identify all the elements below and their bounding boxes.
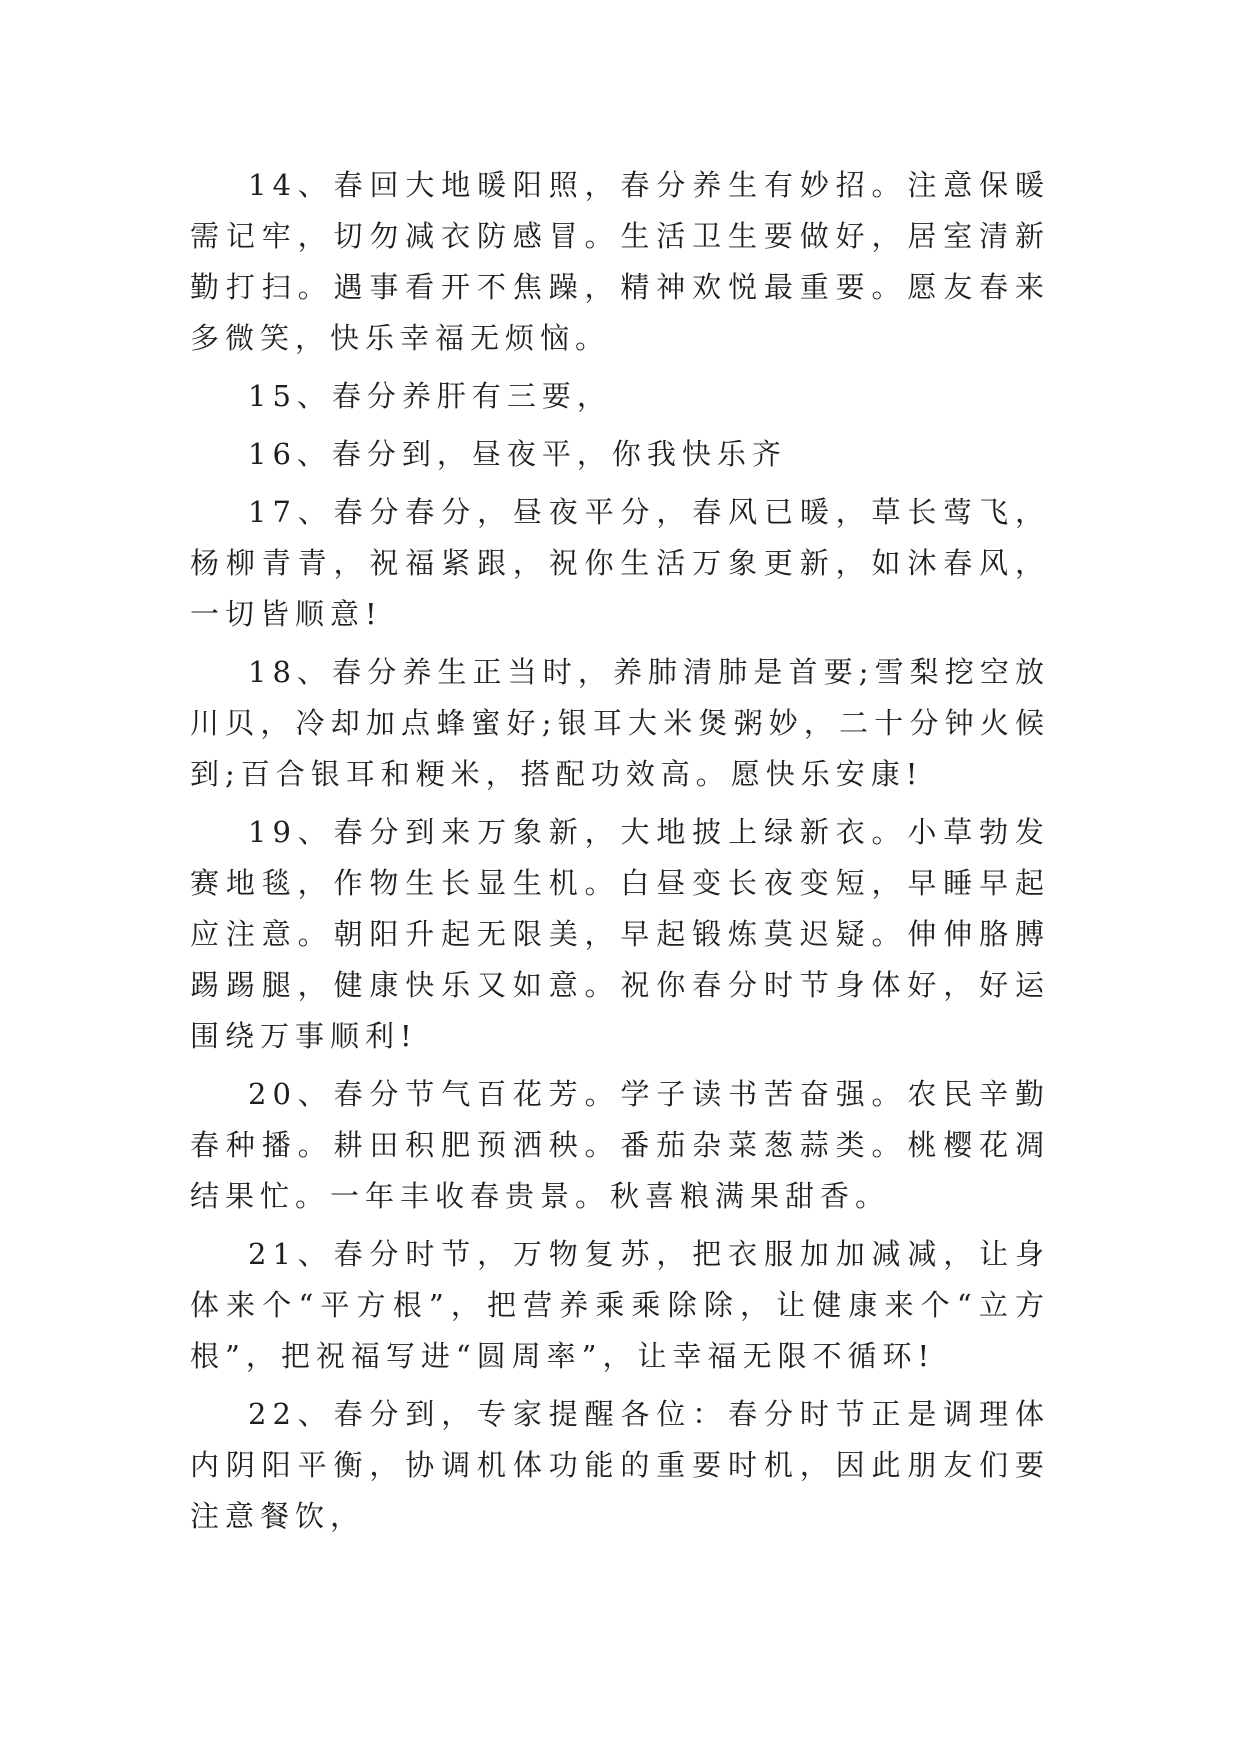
paragraph-22: 22、春分到，专家提醒各位：春分时节正是调理体内阴阳平衡，协调机体功能的重要时机，因此朋友们要注意餐饮，	[190, 1397, 1050, 1533]
paragraph-15: 15、春分养肝有三要，	[248, 379, 612, 413]
paragraph-21: 21、春分时节，万物复苏，把衣服加加减减，让身体来个“平方根”，把营养乘乘除除，让健康来个“立方根”，把祝福写进“圆周率”，让幸福无限不循环!	[190, 1237, 1050, 1373]
document-body	[190, 160, 1050, 1549]
paragraph-19: 19、春分到来万象新，大地披上绿新衣。小草勃发赛地毯，作物生长显生机。白昼变长夜变短，早睡早起应注意。朝阳升起无限美，早起锻炼莫迟疑。伸伸胳膊踢踢腿，健康快乐又如意。祝你春分时节身体好，好运围绕万事顺利!	[190, 815, 1050, 1053]
paragraph-20: 20、春分节气百花芳。学子读书苦奋强。农民辛勤春种播。耕田积肥预洒秧。番茄杂菜葱蒜类。桃樱花凋结果忙。一年丰收春贵景。秋喜粮满果甜香。	[190, 1077, 1050, 1213]
paragraph-16: 16、春分到，昼夜平，你我快乐齐	[248, 437, 787, 471]
paragraph-17: 17、春分春分，昼夜平分，春风已暖，草长莺飞，杨柳青青，祝福紧跟，祝你生活万象更新，如沐春风，一切皆顺意!	[190, 495, 1050, 631]
paragraph-14: 14、春回大地暖阳照，春分养生有妙招。注意保暖需记牢，切勿减衣防感冒。生活卫生要做好，居室清新勤打扫。遇事看开不焦躁，精神欢悦最重要。愿友春来多微笑，快乐幸福无烦恼。	[190, 168, 1050, 355]
paragraph-18: 18、春分养生正当时，养肺清肺是首要;雪梨挖空放川贝，冷却加点蜂蜜好;银耳大米煲粥妙，二十分钟火候到;百合银耳和粳米，搭配功效高。愿快乐安康!	[190, 655, 1050, 791]
